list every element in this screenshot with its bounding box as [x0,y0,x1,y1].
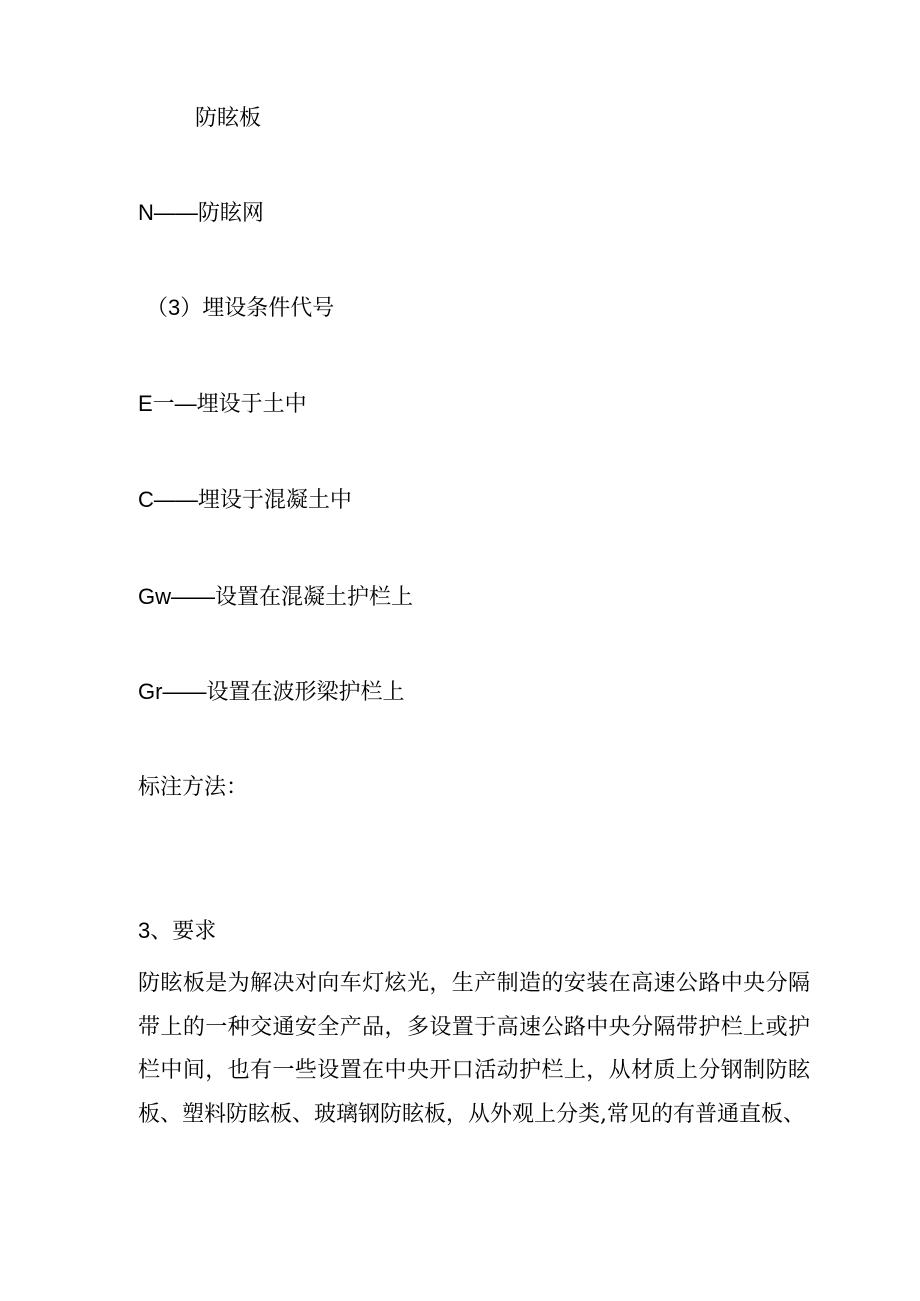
marking-method-label: 标注方法： [138,775,249,800]
code-gw-concrete-barrier: Gw——设置在混凝土护栏上 [138,584,414,609]
section-heading-requirements: 3、要求 [138,918,217,943]
item-antiglare-board: 防眩板 [195,106,262,131]
requirements-paragraph: 防眩板是为解决对向车灯炫光，生产制造的安装在高速公路中央分隔带上的一种交通安全产品，多设置于高速公路中央分隔带护栏上或护栏中间，也有一些设置在中央开口活动护栏上，从材质上分钢制防眩板、塑料防眩板、玻璃钢防眩板，从外观上分类,常见的有普通直板、 [138,971,810,1127]
code-gr-wbeam-barrier: Gr——设置在波形梁护栏上 [138,679,405,704]
item-antiglare-net: N——防眩网 [138,200,264,225]
heading-burial-condition-code: （3）埋设条件代号 [146,295,335,320]
code-c-concrete: C——埋设于混凝土中 [138,487,352,512]
code-e-soil: E一—埋设于土中 [138,391,307,416]
